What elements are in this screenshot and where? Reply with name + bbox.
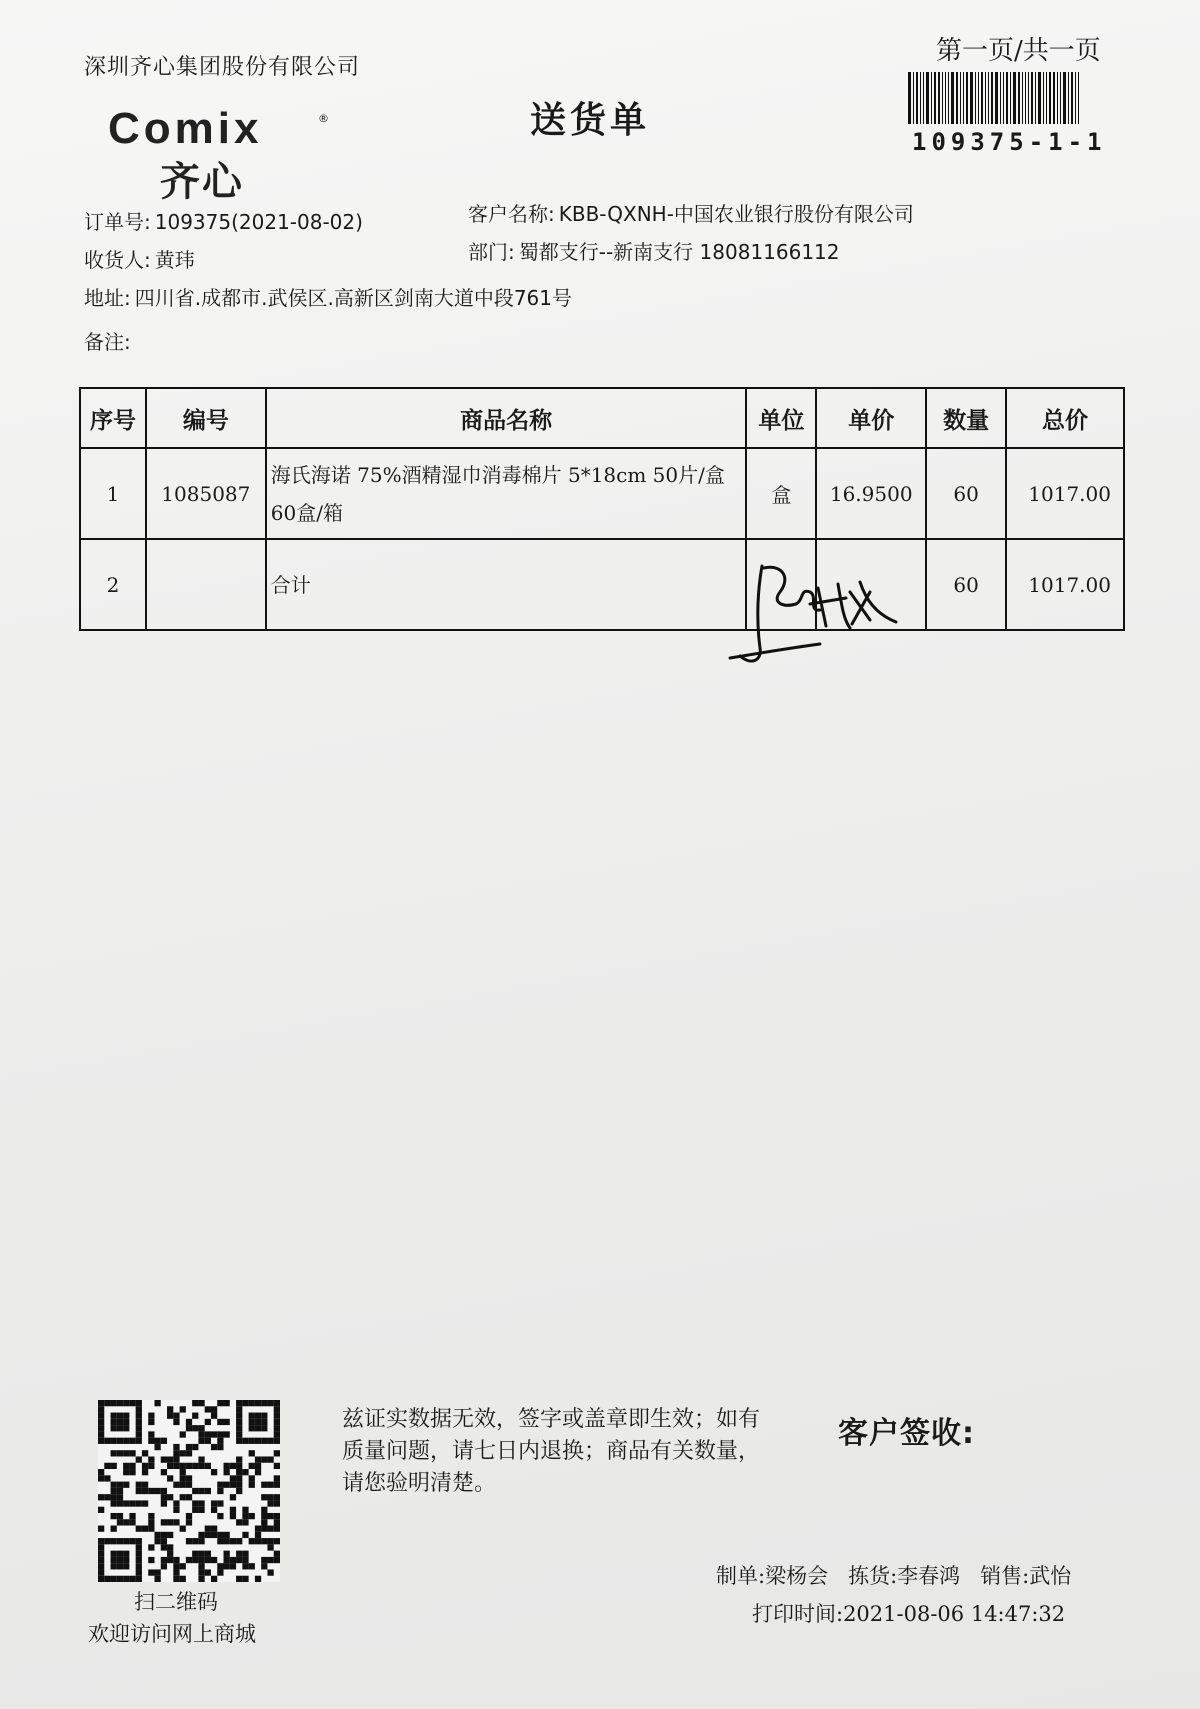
barcode-bar <box>1018 72 1020 124</box>
barcode-bar <box>1013 72 1016 124</box>
qr-code[interactable] <box>98 1400 280 1582</box>
sales: 销售:武怡 <box>980 1564 1072 1588</box>
column-header: 数量 <box>926 388 1006 448</box>
barcode-bar <box>981 72 983 124</box>
address-value: 四川省.成都市.武侯区.高新区剑南大道中段761号 <box>134 286 572 310</box>
cell-code <box>146 539 266 630</box>
barcode-bar <box>923 72 924 124</box>
barcode-bar <box>956 72 958 124</box>
barcode-bar <box>942 72 943 124</box>
barcode-bar <box>960 72 961 124</box>
cell-product-name: 海氏海诺 75%酒精湿巾消毒棉片 5*18cm 50片/盒 60盒/箱 <box>266 448 747 539</box>
barcode <box>908 72 1126 124</box>
cell-quantity: 60 <box>926 539 1006 630</box>
company-name: 深圳齐心集团股份有限公司 <box>84 55 361 80</box>
barcode-bar <box>1057 72 1058 124</box>
barcode-bar <box>1071 72 1073 124</box>
barcode-bar <box>1010 72 1011 124</box>
barcode-bar <box>934 72 936 124</box>
barcode-number: 109375-1-1 <box>912 128 1107 156</box>
cell-unit: 盒 <box>746 448 816 539</box>
column-header: 商品名称 <box>266 388 747 448</box>
comix-logo: Comix <box>108 104 263 153</box>
receiver: 收货人: 黄玮 <box>84 248 195 272</box>
barcode-bar <box>963 72 964 124</box>
barcode-bar <box>1038 72 1041 124</box>
barcode-bar <box>1000 72 1001 124</box>
notice-text: 兹证实数据无效，签字或盖章即生效；如有质量问题，请七日内退换；商品有关数量，请您验明清楚。 <box>342 1407 761 1496</box>
column-header: 单价 <box>816 388 926 448</box>
remark: 备注: <box>84 330 131 354</box>
customer-sign-label: 客户签收: <box>838 1416 975 1451</box>
qr-caption-scan: 扫二维码 <box>134 1590 218 1614</box>
cell-product-name: 合计 <box>266 539 747 630</box>
barcode-bar <box>966 72 968 124</box>
table-header-row <box>80 388 1124 448</box>
column-header: 序号 <box>80 388 146 448</box>
barcode-bar <box>945 72 946 124</box>
barcode-bar <box>908 72 911 124</box>
picker: 拣货:李春鸿 <box>848 1564 961 1588</box>
cell-seq: 1 <box>80 448 146 539</box>
barcode-bar <box>926 72 929 124</box>
handwritten-signature <box>700 548 910 678</box>
department: 部门: 蜀都支行--新南支行 18081166112 <box>468 240 840 264</box>
barcode-bar <box>1046 72 1047 124</box>
items-table <box>79 387 1125 631</box>
registered-mark: ® <box>318 112 329 125</box>
staff-line <box>716 1560 1071 1590</box>
barcode-bar <box>975 72 976 124</box>
customer-name: 客户名称: KBB-QXNH-中国农业银行股份有限公司 <box>468 202 914 226</box>
table-row <box>80 539 1124 630</box>
cell-total: 1017.00 <box>1006 539 1124 630</box>
barcode-bar <box>913 72 914 124</box>
column-header: 编号 <box>146 388 266 448</box>
column-header: 单位 <box>746 388 816 448</box>
address: 地址: 四川省.成都市.武侯区.高新区剑南大道中段761号 <box>84 286 572 310</box>
cell-seq: 2 <box>80 539 146 630</box>
barcode-bar <box>985 72 986 124</box>
print-time: 打印时间:2021-08-06 14:47:32 <box>752 1602 1066 1626</box>
cell-quantity: 60 <box>926 448 1006 539</box>
barcode-bar <box>931 72 932 124</box>
cell-total: 1017.00 <box>1006 448 1124 539</box>
barcode-bar <box>948 72 949 124</box>
logo-chinese: 齐心 <box>160 159 244 205</box>
barcode-bar <box>1060 72 1061 124</box>
column-header: 总价 <box>1006 388 1124 448</box>
barcode-bar <box>1006 72 1008 124</box>
page-info: 第一页/共一页 <box>936 36 1101 66</box>
order-number-value: 109375(2021-08-02) <box>154 210 363 234</box>
barcode-bar <box>920 72 921 124</box>
barcode-bar <box>995 72 998 124</box>
customer-name-value: KBB-QXNH-中国农业银行股份有限公司 <box>558 202 914 226</box>
receiver-value: 黄玮 <box>154 248 195 272</box>
maker: 制单:梁杨会 <box>716 1564 829 1588</box>
barcode-bar <box>988 72 989 124</box>
barcode-bar <box>978 72 979 124</box>
barcode-bar <box>991 72 993 124</box>
barcode-bar <box>1068 72 1069 124</box>
barcode-bar <box>1028 72 1029 124</box>
barcode-bar <box>1043 72 1044 124</box>
order-number: 订单号: 109375(2021-08-02) <box>84 210 363 234</box>
barcode-bar <box>1053 72 1055 124</box>
cell-unit-price: 16.9500 <box>816 448 926 539</box>
barcode-bar <box>1049 72 1051 124</box>
barcode-bar <box>1003 72 1004 124</box>
barcode-bar <box>1075 72 1076 124</box>
barcode-bar <box>1025 72 1026 124</box>
barcode-bar <box>1031 72 1033 124</box>
document-title: 送货单 <box>530 100 651 141</box>
barcode-bar <box>938 72 940 124</box>
table-row <box>80 448 1124 539</box>
barcode-bar <box>1078 72 1079 124</box>
qr-caption-mall: 欢迎访问网上商城 <box>88 1622 256 1646</box>
cell-code: 1085087 <box>146 448 266 539</box>
barcode-bar <box>1063 72 1066 124</box>
barcode-bar <box>916 72 918 124</box>
barcode-bar <box>1035 72 1036 124</box>
barcode-bar <box>951 72 954 124</box>
department-value: 蜀都支行--新南支行 18081166112 <box>518 240 840 264</box>
barcode-bar <box>1022 72 1023 124</box>
barcode-bar <box>970 72 973 124</box>
